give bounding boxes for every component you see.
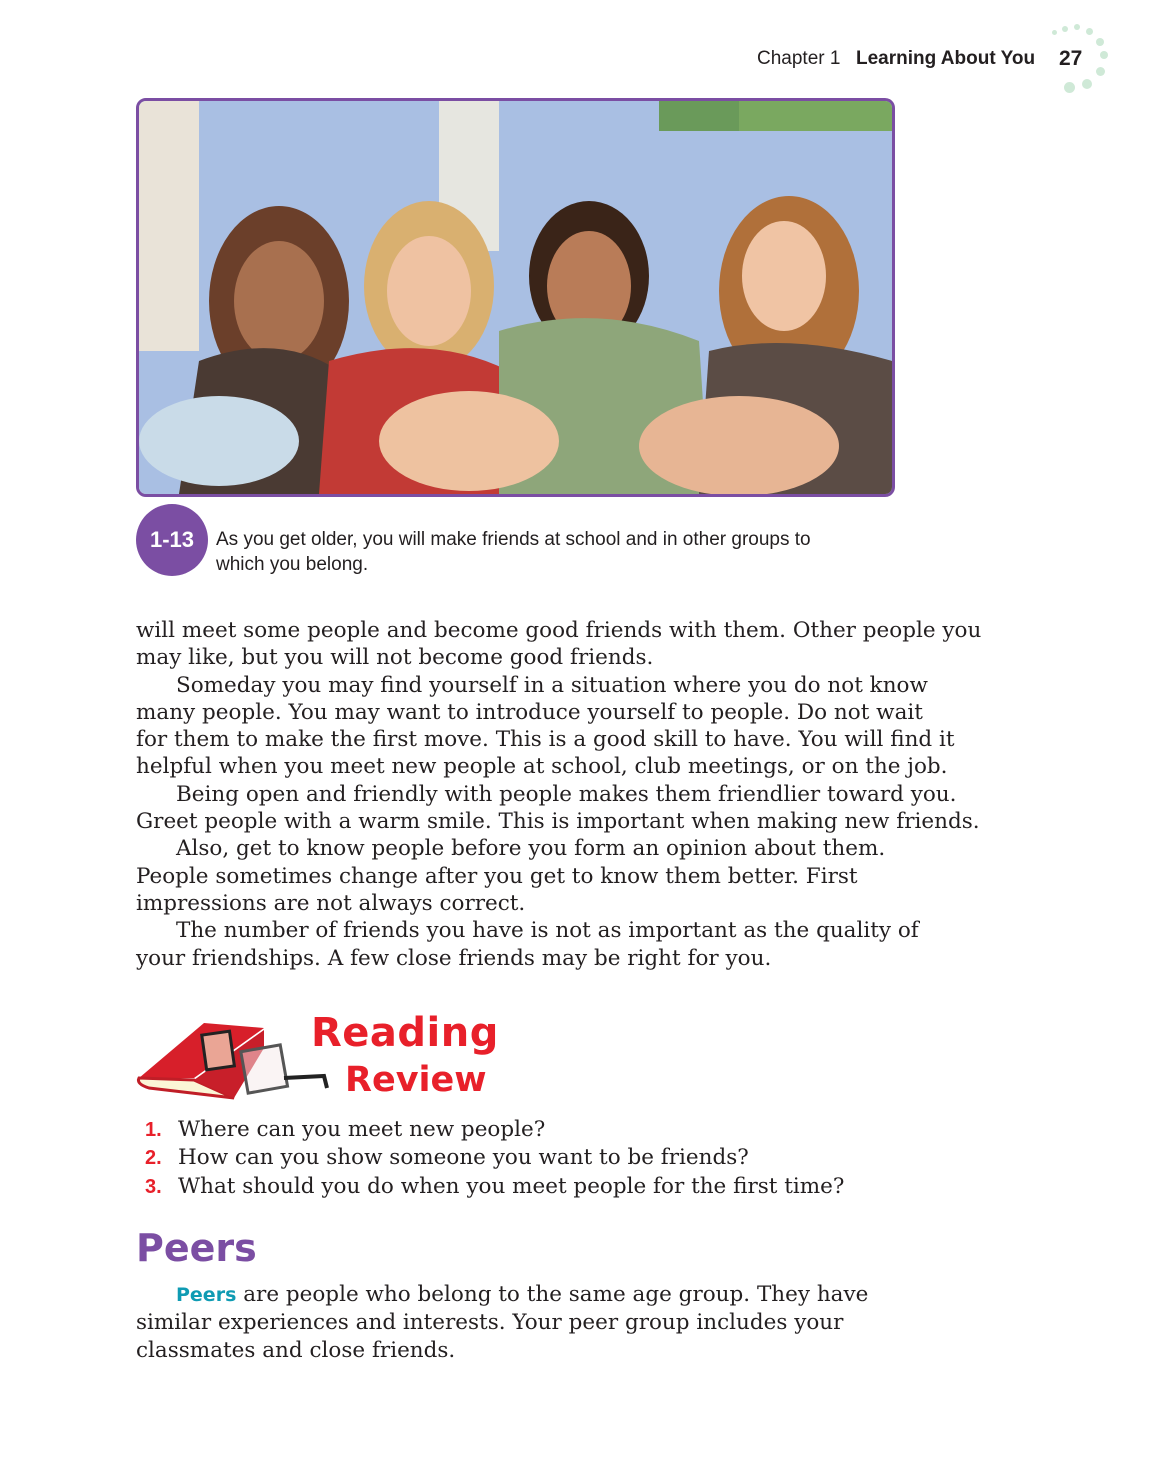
- friends-photo: [136, 98, 895, 497]
- body-line: The number of friends you have is not as important as the quality of: [176, 918, 919, 944]
- peers-paragraph: [136, 1281, 868, 1364]
- question-text: How can you show someone you want to be friends?: [178, 1145, 749, 1171]
- question-text: Where can you meet new people?: [178, 1117, 546, 1142]
- reading-review-title: Reading: [311, 1010, 499, 1056]
- body-text: [136, 617, 982, 972]
- photo-illustration: [139, 101, 892, 494]
- section-heading-peers: Peers: [136, 1226, 257, 1270]
- body-line: will meet some people and become good friends with them. Other people you: [136, 618, 982, 643]
- body-line: People sometimes change after you get to know them better. First: [136, 863, 858, 889]
- question-number: 2.: [145, 1147, 162, 1170]
- review-question: [145, 1116, 844, 1144]
- review-question: [145, 1144, 844, 1172]
- review-questions: [145, 1116, 844, 1201]
- body-line: Someday you may find yourself in a situation where you do not know: [176, 672, 928, 698]
- peers-line: classmates and close friends.: [136, 1337, 456, 1363]
- question-text: What should you do when you meet people for the first time?: [178, 1173, 845, 1199]
- body-line: Also, get to know people before you form an opinion about them.: [176, 836, 886, 862]
- figure-caption: [216, 527, 886, 577]
- body-line: may like, but you will not become good friends.: [136, 645, 654, 671]
- peers-line-text: are people who belong to the same age group. They have: [236, 1282, 869, 1307]
- body-line: Being open and friendly with people makes them friendlier toward you.: [176, 781, 957, 807]
- body-line: impressions are not always correct.: [136, 890, 526, 916]
- body-line: your friendships. A few close friends may be right for you.: [136, 945, 772, 971]
- body-line: Greet people with a warm smile. This is important when making new friends.: [136, 809, 980, 835]
- peers-line: [136, 1281, 868, 1309]
- keyword-peers: Peers: [176, 1284, 237, 1306]
- peers-line: similar experiences and interests. Your peer group includes your: [136, 1310, 844, 1336]
- figure-number-badge: 1-13: [136, 504, 208, 576]
- body-line: for them to make the first move. This is a good skill to have. You will find it: [136, 727, 955, 753]
- caption-line: which you belong.: [216, 554, 369, 575]
- chapter-title: Learning About You: [856, 48, 1036, 69]
- reading-review-subtitle: Review: [345, 1060, 487, 1100]
- question-number: 3.: [145, 1175, 162, 1198]
- page-number: 27: [1059, 47, 1083, 70]
- body-line: helpful when you meet new people at school, club meetings, or on the job.: [136, 754, 948, 780]
- question-number: 1.: [145, 1119, 162, 1141]
- body-line: many people. You may want to introduce yourself to people. Do not wait: [136, 699, 923, 725]
- caption-line: As you get older, you will make friends at school and in other groups to: [216, 529, 811, 550]
- chapter-label: Chapter 1: [757, 48, 841, 69]
- review-question: [145, 1173, 844, 1201]
- book-glasses-icon: [134, 1018, 334, 1102]
